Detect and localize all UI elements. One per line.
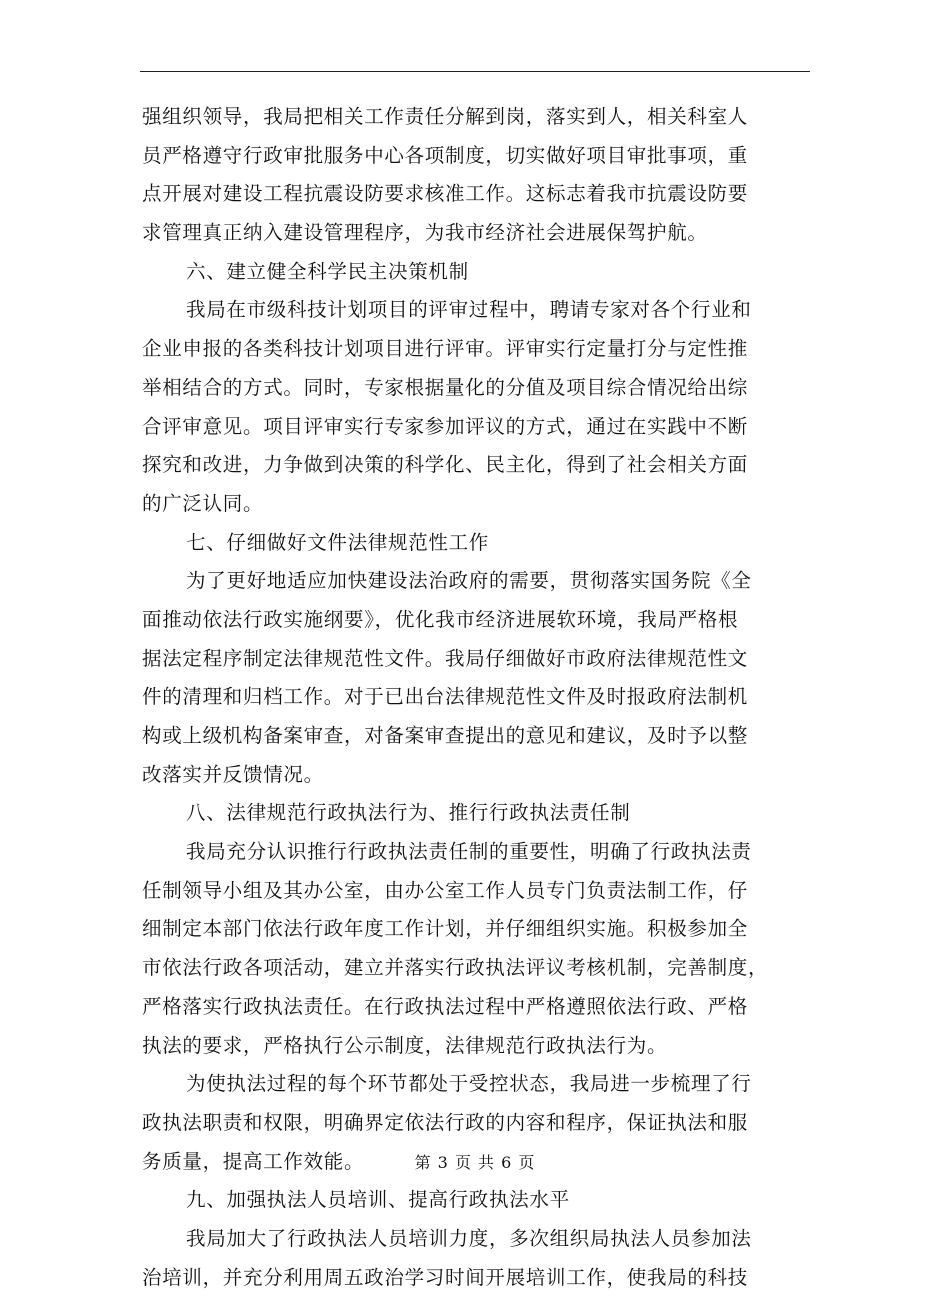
text-line: 六、建立健全科学民主决策机制 xyxy=(186,259,469,283)
text-line: 为了更好地适应加快建设法治政府的需要，贯彻落实国务院《全 xyxy=(186,569,752,593)
text-line: 务质量，提高工作效能。 xyxy=(142,1149,365,1173)
text-line: 改落实并反馈情况。 xyxy=(142,762,324,786)
text-line: 求管理真正纳入建设管理程序，为我市经济社会进展保驾护航。 xyxy=(142,221,708,245)
text-line: 面推动依法行政实施纲要》，优化我市经济进展软环境，我局严格根 xyxy=(142,607,739,631)
text-line: 我局在市级科技计划项目的评审过程中，聘请专家对各个行业和 xyxy=(186,298,752,322)
document-body xyxy=(142,98,808,1297)
text-line: 企业申报的各类科技计划项目进行评审。评审实行定量打分与定性推 xyxy=(142,337,749,361)
text-line: 据法定程序制定法律规范性文件。我局仔细做好市政府法律规范性文 xyxy=(142,646,749,670)
text-line: 政执法职责和权限，明确界定依法行政的内容和程序，保证执法和服 xyxy=(142,1110,749,1134)
text-line: 探究和改进，力争做到决策的科学化、民主化，得到了社会相关方面 xyxy=(142,453,749,477)
text-line: 举相结合的方式。同时，专家根据量化的分值及项目综合情况给出综 xyxy=(142,375,749,399)
page-footer: 第 3 页 共 6 页 xyxy=(414,1153,536,1172)
text-line: 点开展对建设工程抗震设防要求核准工作。这标志着我市抗震设防要 xyxy=(142,182,749,206)
text-line: 我局充分认识推行行政执法责任制的重要性，明确了行政执法责 xyxy=(186,840,752,864)
text-line: 我局加大了行政执法人员培训力度，多次组织局执法人员参加法 xyxy=(186,1226,752,1250)
text-line: 治培训，并充分利用周五政治学习时间开展培训工作，使我局的科技 xyxy=(142,1265,749,1289)
text-line: 为使执法过程的每个环节都处于受控状态，我局进一步梳理了行 xyxy=(186,1072,752,1096)
text-line: 件的清理和归档工作。对于已出台法律规范性文件及时报政府法制机 xyxy=(142,685,749,709)
text-line: 八、法律规范行政执法行为、推行行政执法责任制 xyxy=(186,801,631,825)
text-line: 细制定本部门依法行政年度工作计划，并仔细组织实施。积极参加全 xyxy=(142,917,749,941)
text-line: 构或上级机构备案审查，对备案审查提出的意见和建议，及时予以整 xyxy=(142,724,749,747)
text-line: 员严格遵守行政审批服务中心各项制度，切实做好项目审批事项，重 xyxy=(142,143,749,167)
header-rule xyxy=(140,71,810,72)
text-line: 严格落实行政执法责任。在行政执法过程中严格遵照依法行政、严格 xyxy=(142,994,749,1018)
text-line: 市依法行政各项活动，建立并落实行政执法评议考核机制，完善制度， xyxy=(142,956,769,980)
text-line: 任制领导小组及其办公室，由办公室工作人员专门负责法制工作，仔 xyxy=(142,878,749,902)
text-line: 执法的要求，严格执行公示制度，法律规范行政执法行为。 xyxy=(142,1033,668,1057)
text-line: 强组织领导，我局把相关工作责任分解到岗，落实到人，相关科室人 xyxy=(142,105,749,128)
text-line: 七、仔细做好文件法律规范性工作 xyxy=(186,530,490,554)
text-line: 的广泛认同。 xyxy=(142,491,264,515)
text-line: 合评审意见。项目评审实行专家参加评议的方式，通过在实践中不断 xyxy=(142,414,749,438)
text-line: 九、加强执法人员培训、提高行政执法水平 xyxy=(186,1188,570,1212)
